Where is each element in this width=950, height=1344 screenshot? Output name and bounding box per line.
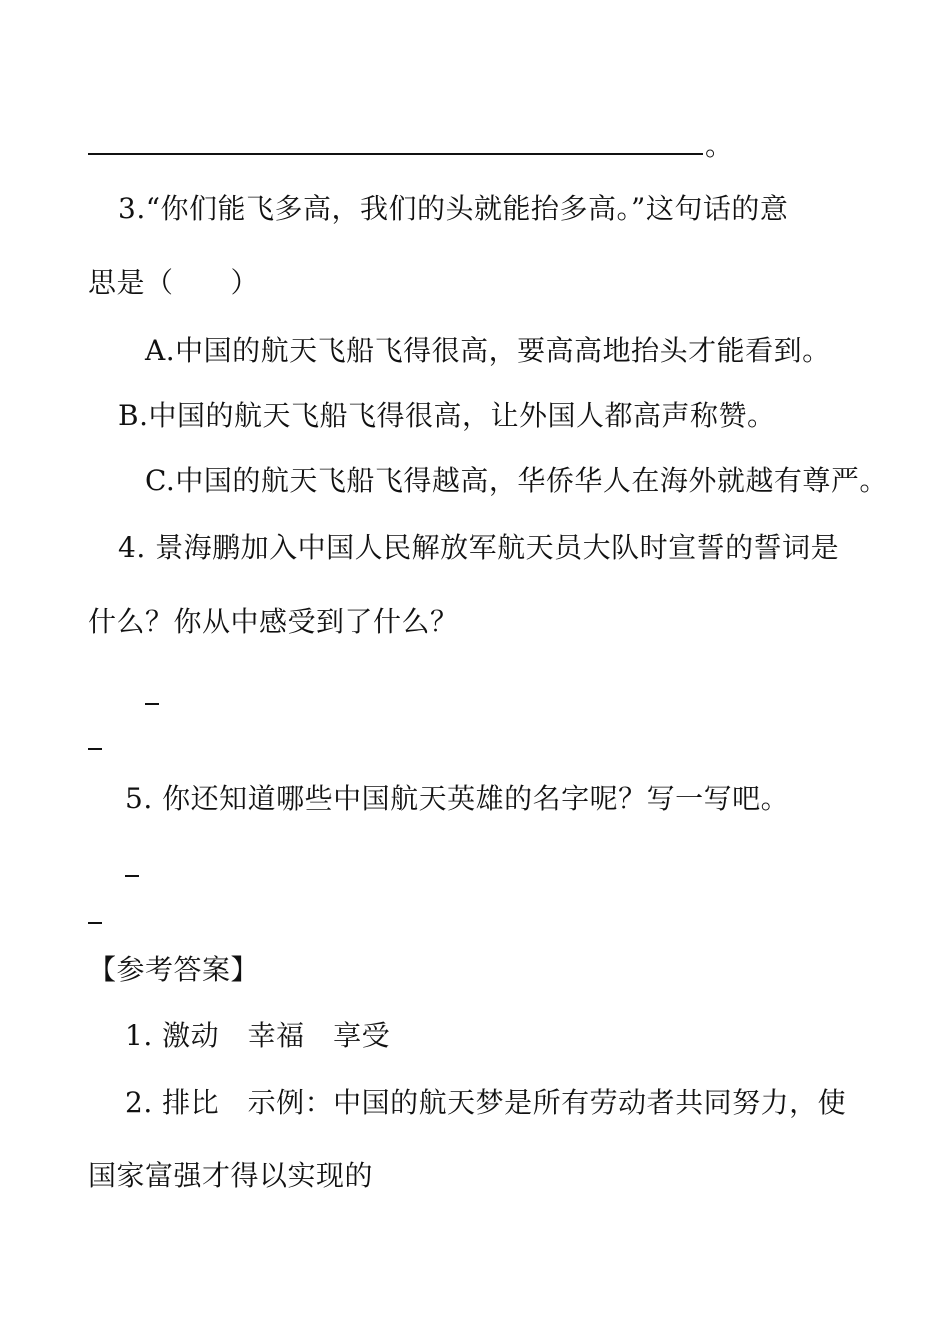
q3-stem-line2: 思是（ ） [88, 266, 260, 299]
q5-answer-blank-2 [88, 922, 102, 924]
q5-stem: 5. 你还知道哪些中国航天英雄的名字呢？写一写吧。 [125, 782, 790, 815]
q4-answer-blank-2 [88, 748, 102, 750]
q5-answer-blank-1 [125, 875, 139, 877]
answer-2-line1: 2. 排比 示例：中国的航天梦是所有劳动者共同努力，使 [125, 1086, 847, 1119]
q4-answer-blank-1 [145, 703, 159, 705]
answer-blank-line [88, 153, 703, 155]
q4-stem-line1: 4. 景海鹏加入中国人民解放军航天员大队时宣誓的誓词是 [118, 531, 840, 564]
q3-option-c: C.中国的航天飞船飞得越高，华侨华人在海外就越有尊严。 [145, 464, 888, 497]
answers-heading: 【参考答案】 [88, 953, 260, 986]
answer-2-line2: 国家富强才得以实现的 [88, 1159, 374, 1192]
q4-stem-line2: 什么？你从中感受到了什么？ [88, 605, 459, 638]
q3-option-a: A.中国的航天飞船飞得很高，要高高地抬头才能看到。 [145, 334, 831, 367]
q2-period: 。 [705, 129, 734, 162]
q3-stem-line1: 3.“你们能飞多高，我们的头就能抬多高。”这句话的意 [118, 192, 789, 225]
q3-option-b: B.中国的航天飞船飞得很高，让外国人都高声称赞。 [118, 399, 776, 432]
answer-1: 1. 激动 幸福 享受 [125, 1019, 391, 1052]
